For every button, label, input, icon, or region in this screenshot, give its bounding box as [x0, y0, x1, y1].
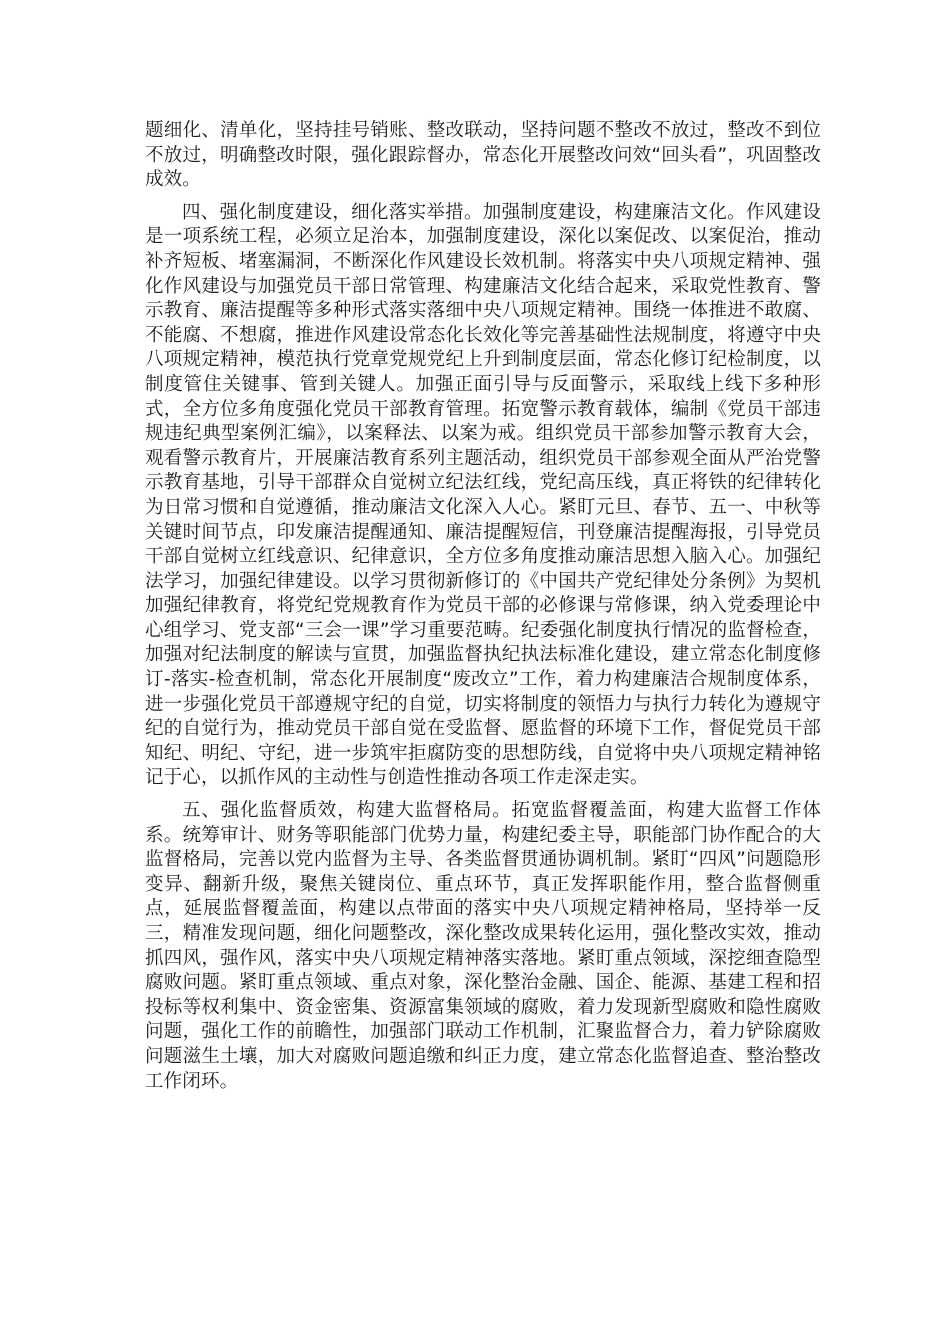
paragraph-section-four: 四、强化制度建设，细化落实举措。加强制度建设，构建廉洁文化。作风建设是一项系统工程，必须立足治本，加强制度建设，深化以案促改、以案促治，推动补齐短板、堵塞漏洞，不断深化作风建设长效机制。将落实中央八项规定精神、强化作风建设与加强党员干部日常管理、构建廉洁文化结合起来，采取党性教育、警示教育、廉洁提醒等多种形式落实落细中央八项规定精神。围绕一体推进不敢腐、不能腐、不想腐，推进作风建设常态化长效化等完善基础性法规制度，将遵守中央八项规定精神，模范执行党章党规党纪上升到制度层面，常态化修订纪检制度，以制度管住关键事、管到关键人。加强正面引导与反面警示，采取线上线下多种形式，全方位多角度强化党员干部教育管理。拓宽警示教育载体，编制《党员干部违规违纪典型案例汇编》，以案释法、以案为戒。组织党员干部参加警示教育大会，观看警示教育片，开展廉洁教育系列主题活动，组织党员干部参观全面从严治党警示教育基地，引导干部群众自觉树立纪法红线，党纪高压线，真正将铁的纪律转化为日常习惯和自觉遵循，推动廉洁文化深入人心。紧盯元旦、春节、五一、中秋等关键时间节点，印发廉洁提醒通知、廉洁提醒短信，刊登廉洁提醒海报，引导党员干部自觉树立红线意识、纪律意识，全方位多角度推动廉洁思想入脑入心。加强纪法学习，加强纪律建设。以学习贯彻新修订的《中国共产党纪律处分条例》为契机加强纪律教育，将党纪党规教育作为党员干部的必修课与常修课，纳入党委理论中心组学习、党支部“三会一课”学习重要范畴。纪委强化制度执行情况的监督检查，加强对纪法制度的解读与宣贯，加强监督执纪执法标准化建设，建立常态化制度修订-落实-检查机制，常态化开展制度“废改立”工作，着力构建廉洁合规制度体系，进一步强化党员干部遵规守纪的自觉，切实将制度的领悟力与执行力转化为遵规守纪的自觉行为，推动党员干部自觉在受监督、愿监督的环境下工作，督促党员干部知纪、明纪、守纪，进一步筑牢拒腐防变的思想防线，自觉将中央八项规定精神铭记于心，以抓作风的主动性与创造性推动各项工作走深走实。 — [145, 201, 821, 789]
document-page — [145, 119, 821, 1094]
paragraph-continuation: 题细化、清单化，坚持挂号销账、整改联动，坚持问题不整改不放过，整改不到位不放过，明确整改时限，强化跟踪督办，常态化开展整改问效“回头看”，巩固整改成效。 — [145, 120, 821, 191]
paragraph-section-five: 五、强化监督质效，构建大监督格局。拓宽监督覆盖面，构建大监督工作体系。统筹审计、财务等职能部门优势力量，构建纪委主导，职能部门协作配合的大监督格局，完善以党内监督为主导、各类监督贯通协调机制。紧盯“四风”问题隐形变异、翻新升级，聚焦关键岗位、重点环节，真正发挥职能作用，整合监督侧重点，延展监督覆盖面，构建以点带面的落实中央八项规定精神格局，坚持举一反三，精准发现问题，细化问题整改，深化整改成果转化运用，强化整改实效，推动抓四风，强作风，落实中央八项规定精神落实落地。紧盯重点领域，深挖细查隐型腐败问题。紧盯重点领域、重点对象，深化整治金融、国企、能源、基建工程和招投标等权利集中、资金密集、资源富集领域的腐败，着力发现新型腐败和隐性腐败问题，强化工作的前瞻性，加强部门联动工作机制，汇聚监督合力，着力铲除腐败问题滋生土壤，加大对腐败问题追缴和纠正力度，建立常态化监督追查、整治整改工作闭环。 — [145, 800, 821, 1092]
